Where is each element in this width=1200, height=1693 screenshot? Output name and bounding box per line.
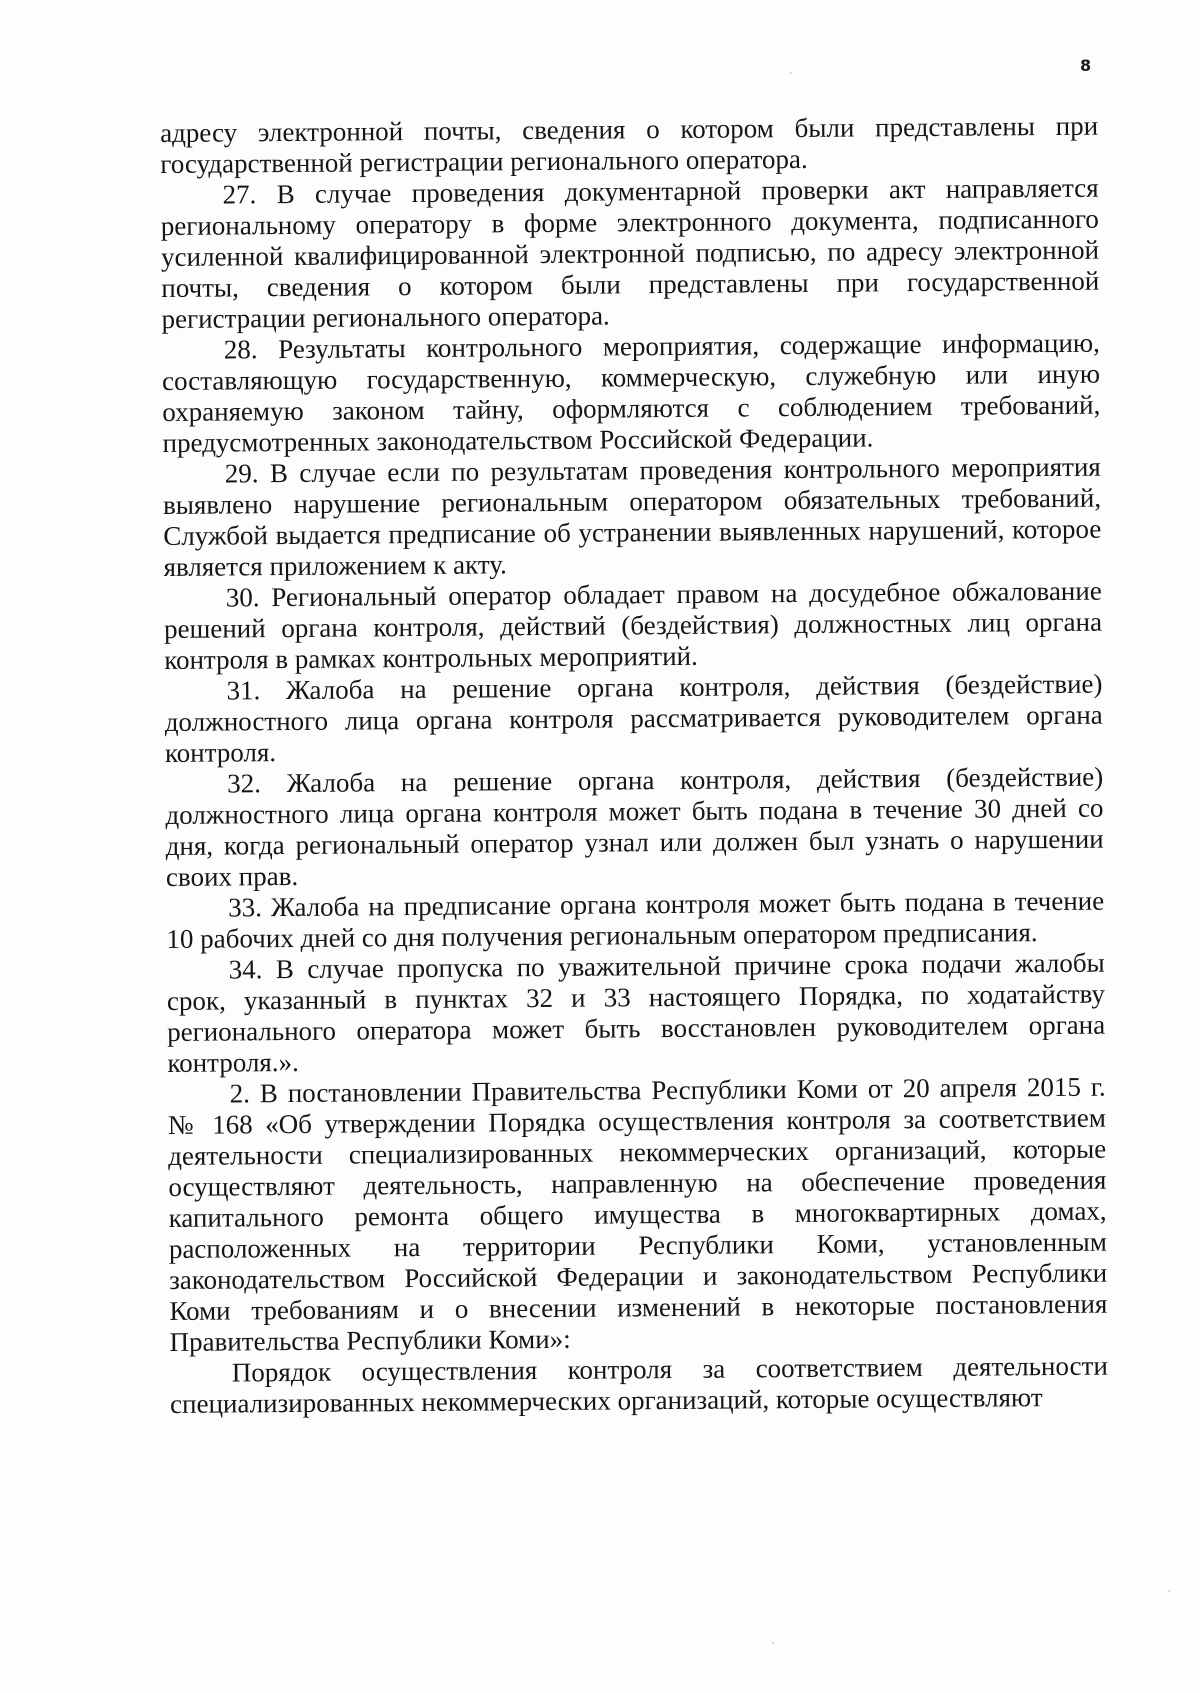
paragraph-section-2: 2. В постановлении Правительства Республики Коми от 20 апреля 2015 г. № 168 «Об утверждении Порядка осуществления контроля за соответствием деятельности специализированных некоммерческих организаций, которые осуществляют деятельность, направленную на обеспечение проведения капитального ремонта общего имущества в многоквартирных домах, расположенных на территории Республики Коми, установленным законодательством Российской Федерации и законодательством Республики Коми требованиям и о внесении изменений в некоторые постановления Правительства Республики Коми»: <box>167 1071 1108 1357</box>
paragraph-item-28: 28. Результаты контрольного мероприятия, содержащие информацию, составляющую государственную, коммерческую, служебную или иную охраняемую законом тайну, оформляются с соблюдением требований, предусмотренных законодательством Российской Федерации. <box>161 327 1101 458</box>
paragraph-procedure: Порядок осуществления контроля за соответствием деятельности специализированных некоммерческих организаций, которые осуществляют <box>169 1350 1108 1419</box>
scan-speck <box>1168 1590 1170 1592</box>
paragraph-item-33: 33. Жалоба на предписание органа контроля может быть подана в течение 10 рабочих дней со дня получения региональным оператором предписания. <box>166 885 1105 954</box>
paragraph-item-31: 31. Жалоба на решение органа контроля, действия (бездействие) должностного лица органа контроля рассматривается руководителем органа контроля. <box>164 668 1103 768</box>
paragraph-item-34: 34. В случае пропуска по уважительной причине срока подачи жалобы срок, указанный в пунктах 32 и 33 настоящего Порядка, по ходатайству регионального оператора может быть восстановлен руководителем органа контроля.». <box>166 947 1106 1078</box>
scan-speck <box>772 1642 774 1644</box>
page-number: 8 <box>1080 56 1092 75</box>
scan-speck <box>790 72 792 74</box>
paragraph-item-30: 30. Региональный оператор обладает правом на досудебное обжалование решений органа контроля, действий (бездействия) должностных лиц органа контроля в рамках контрольных мероприятий. <box>163 575 1103 675</box>
paragraph-item-29: 29. В случае если по результатам проведения контрольного мероприятия выявлено нарушение региональным оператором обязательных требований, Службой выдается предписание об устранении выявленных нарушений, которое является приложением к акту. <box>162 451 1102 582</box>
document-body <box>160 111 1108 1420</box>
paragraph-continuation: адресу электронной почты, сведения о котором были представлены при государственной регистрации регионального оператора. <box>160 110 1099 179</box>
paragraph-item-27: 27. В случае проведения документарной проверки акт направляется региональному оператору в форме электронного документа, подписанного усиленной квалифицированной электронной подписью, по адресу электронной почты, сведения о котором были представлены при государственной регистрации регионального оператора. <box>160 172 1100 334</box>
paragraph-item-32: 32. Жалоба на решение органа контроля, действия (бездействие) должностного лица органа контроля может быть подана в течение 30 дней со дня, когда региональный оператор узнал или должен был узнать о нарушении своих прав. <box>165 761 1104 892</box>
